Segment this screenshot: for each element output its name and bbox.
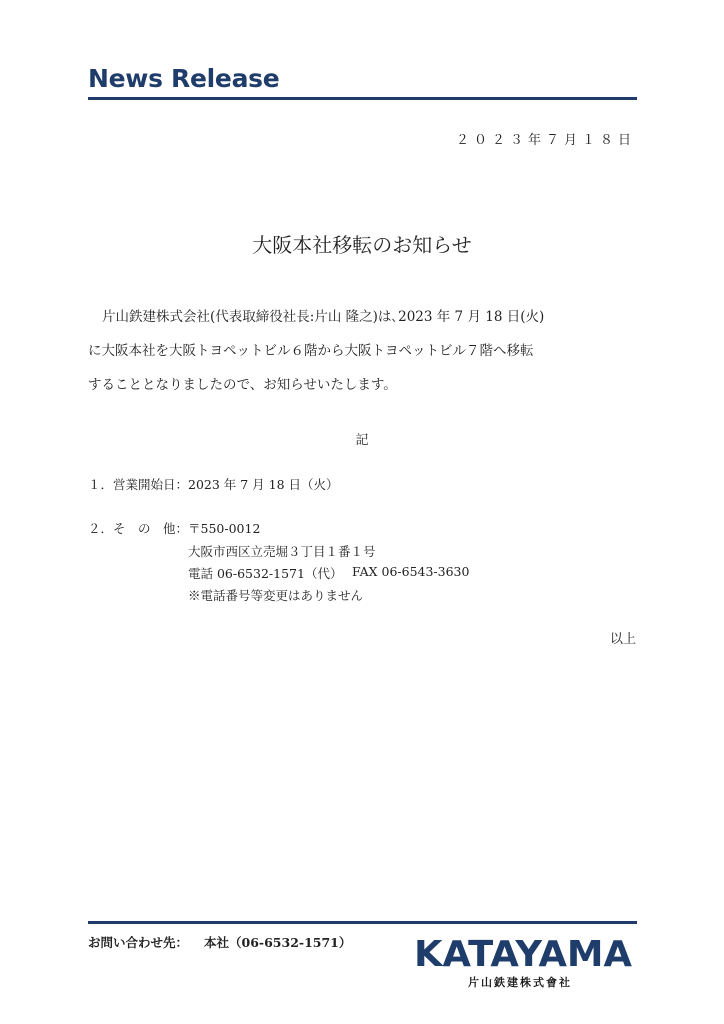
header-rule <box>88 97 637 100</box>
ki-heading: 記 <box>355 433 369 448</box>
item-1-label: １．営業開始日： <box>88 477 189 492</box>
body-line-1: 片山鉄建株式会社(代表取締役社長:片山 隆之)は､2023 年 7 月 18 日(火) <box>102 309 545 325</box>
contact-value: 本社（06-6532-1571） <box>204 935 352 950</box>
news-release-title: News Release <box>88 64 280 93</box>
body-line-2: に大阪本社を大阪トヨペットビル６階から大阪トヨペットビル７階へ移転 <box>88 343 534 359</box>
contact-label: お問い合わせ先： <box>88 935 189 950</box>
closing-mark: 以上 <box>609 632 636 647</box>
item-1-value: 2023 年 7 月 18 日（火） <box>188 477 339 492</box>
footer-rule <box>88 921 637 924</box>
katayama-logo <box>414 930 636 974</box>
contact-info <box>88 933 351 951</box>
logo-wordmark: KATAYAMA <box>414 934 633 974</box>
note: ※電話番号等変更はありません <box>188 588 364 603</box>
address: 大阪市西区立売堀３丁目１番１号 <box>188 544 376 559</box>
logo-subtext: 片山鉄建株式會社 <box>468 976 572 989</box>
item-2-label: ２．そ の 他： <box>88 521 189 536</box>
postal-code: 〒550-0012 <box>188 521 261 536</box>
phone: 電話 06-6532-1571（代） <box>188 566 343 581</box>
body-line-3: することとなりましたので、お知らせいたします。 <box>88 377 397 393</box>
document-title: 大阪本社移転のお知らせ <box>252 233 472 257</box>
release-date: ２０２３年７月１８日 <box>455 133 636 148</box>
fax: FAX 06-6543-3630 <box>352 564 470 579</box>
